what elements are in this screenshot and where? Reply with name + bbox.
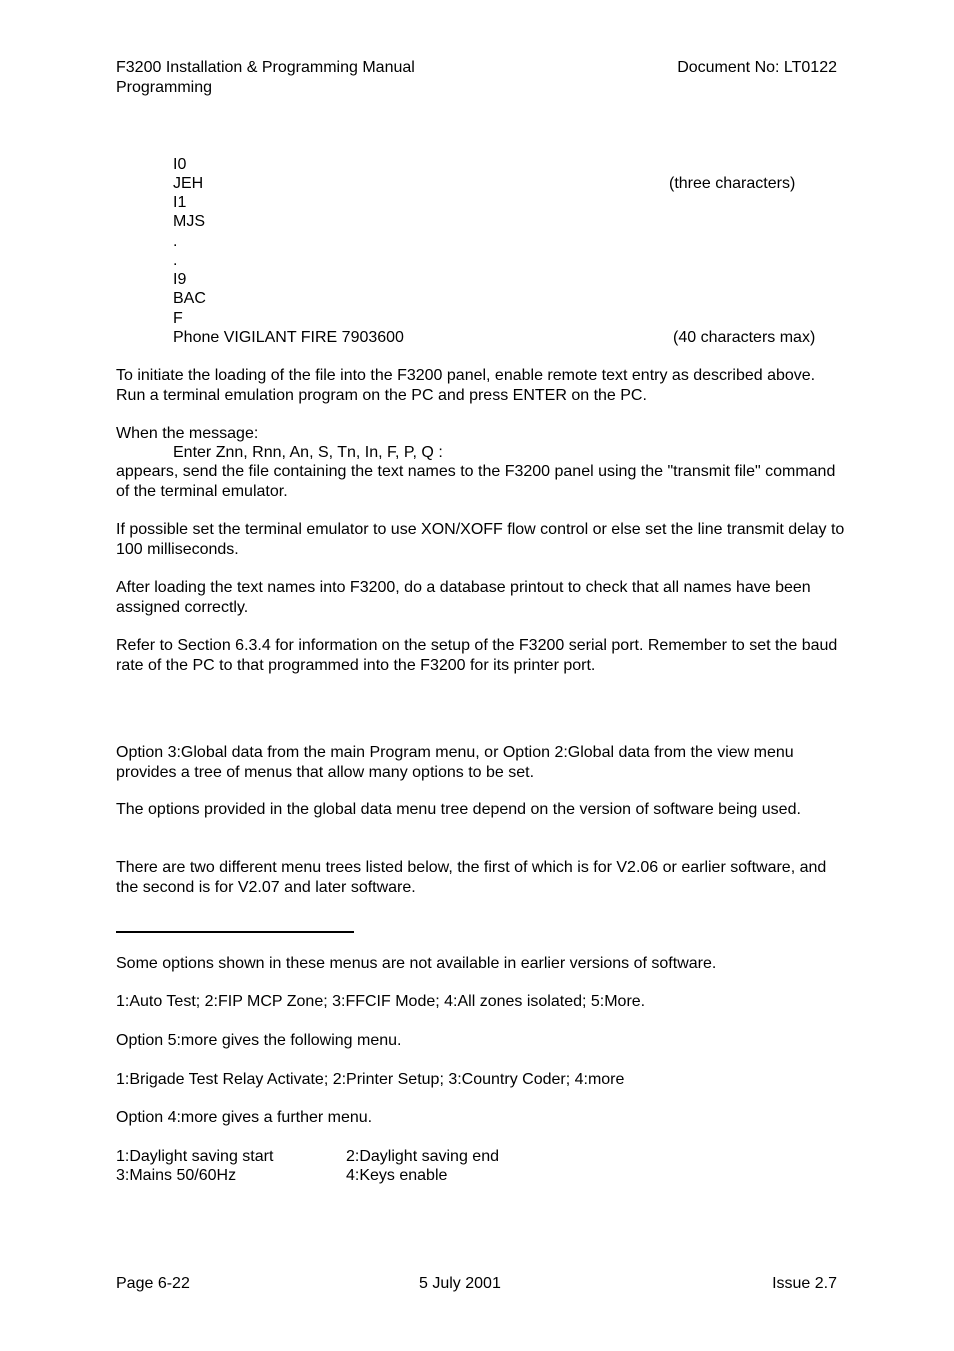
- file-note-forty-characters: (40 characters max): [673, 329, 816, 346]
- file-line: Phone VIGILANT FIRE 7903600: [173, 329, 404, 346]
- paragraph-initiate-loading: To initiate the loading of the file into the F3200 panel, enable remote text entry as described above. Run a terminal emulation program on the PC and press ENTER on the PC.: [116, 367, 816, 404]
- menu-level-2: 1:Brigade Test Relay Activate; 2:Printer Setup; 3:Country Coder; 4:more: [116, 1071, 625, 1088]
- menu-item: 4:Keys enable: [346, 1167, 448, 1184]
- file-line: I0: [173, 156, 187, 173]
- paragraph-transmit-file: appears, send the file containing the text names to the F3200 panel using the "transmit file" command of the terminal emulator.: [116, 463, 836, 500]
- file-line: BAC: [173, 290, 206, 307]
- file-line: .: [173, 252, 178, 269]
- menu-level-1: 1:Auto Test; 2:FIP MCP Zone; 3:FFCIF Mode; 4:All zones isolated; 5:More.: [116, 993, 646, 1010]
- prompt-message: Enter Znn, Rnn, An, S, Tn, In, F, P, Q :: [173, 444, 443, 461]
- paragraph-serial-port: Refer to Section 6.3.4 for information on the setup of the F3200 serial port. Remember to set the baud rate of the PC to that programmed into the F3200 for its printer port.: [116, 637, 838, 674]
- footer-date: 5 July 2001: [419, 1275, 501, 1292]
- paragraph-option-4-more: Option 4:more gives a further menu.: [116, 1109, 373, 1126]
- paragraph-message-intro: When the message:: [116, 425, 259, 442]
- header-doc-number: Document No: LT0122: [677, 59, 837, 76]
- paragraph-flow-control: If possible set the terminal emulator to use XON/XOFF flow control or else set the line transmit delay to 100 milliseconds.: [116, 521, 845, 558]
- file-line: I9: [173, 271, 187, 288]
- footer-issue: Issue 2.7: [772, 1275, 837, 1292]
- header-section: Programming: [116, 79, 213, 96]
- footer-page-number: Page 6-22: [116, 1275, 190, 1292]
- paragraph-options-note: Some options shown in these menus are not available in earlier versions of software.: [116, 955, 717, 972]
- paragraph-global-data: Option 3:Global data from the main Program menu, or Option 2:Global data from the view menu provides a tree of menus that allow many options to be set.: [116, 744, 794, 781]
- menu-item: 3:Mains 50/60Hz: [116, 1167, 237, 1184]
- paragraph-option-5-more: Option 5:more gives the following menu.: [116, 1032, 402, 1049]
- file-line: F: [173, 310, 183, 327]
- file-note-three-characters: (three characters): [669, 175, 796, 192]
- paragraph-menu-tree-version: The options provided in the global data menu tree depend on the version of software being used.: [116, 801, 801, 818]
- paragraph-database-printout: After loading the text names into F3200, do a database printout to check that all names have been assigned correctly.: [116, 579, 811, 616]
- file-line: MJS: [173, 213, 205, 230]
- menu-item: 2:Daylight saving end: [346, 1148, 499, 1165]
- menu-item: 1:Daylight saving start: [116, 1148, 274, 1165]
- file-line: JEH: [173, 175, 204, 192]
- header-title: F3200 Installation & Programming Manual: [116, 59, 415, 76]
- paragraph-two-menu-trees: There are two different menu trees listed below, the first of which is for V2.06 or earlier software, and the second is for V2.07 and later software.: [116, 859, 827, 896]
- section-divider: [116, 931, 354, 933]
- file-line: I1: [173, 194, 187, 211]
- file-line: .: [173, 233, 178, 250]
